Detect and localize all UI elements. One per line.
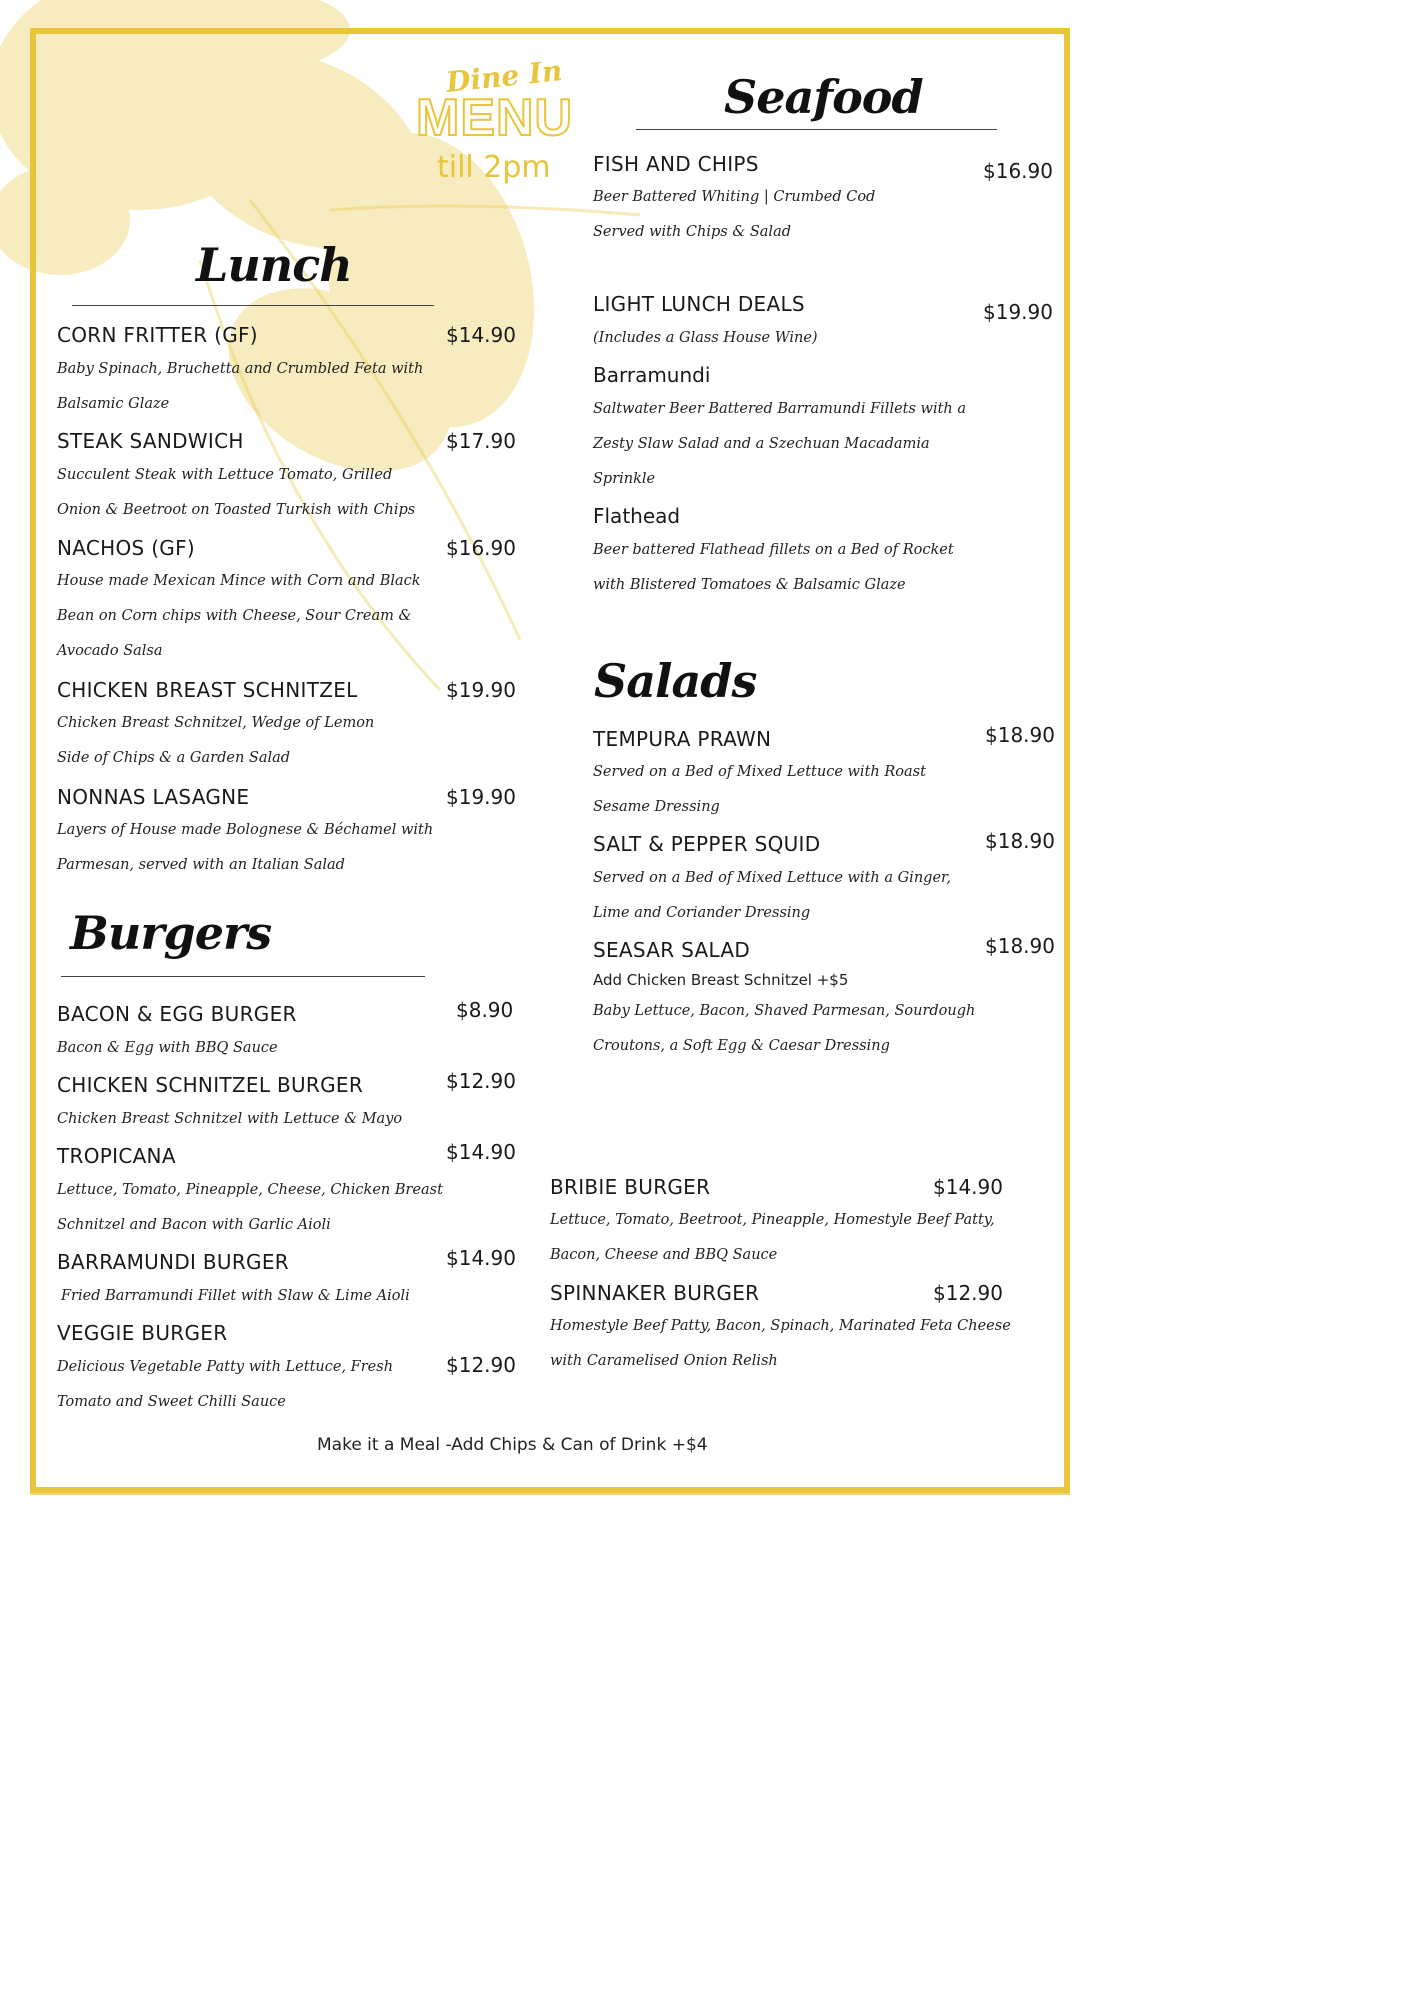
- menu-item-name: BACON & EGG BURGER: [57, 1002, 297, 1026]
- menu-item-price: $14.90: [446, 323, 516, 347]
- menu-item-desc: with Blistered Tomatoes & Balsamic Glaze: [593, 577, 906, 593]
- menu-item-price: $16.90: [446, 536, 516, 560]
- section-title-seafood: Seafood: [724, 70, 923, 124]
- section-divider: [72, 305, 434, 306]
- menu-item-name: TEMPURA PRAWN: [593, 727, 772, 751]
- menu-item-desc: Homestyle Beef Patty, Bacon, Spinach, Marinated Feta Cheese: [550, 1318, 1011, 1334]
- menu-item-name: CORN FRITTER (GF): [57, 323, 258, 347]
- menu-item-desc: Avocado Salsa: [57, 643, 163, 659]
- menu-item-desc: Parmesan, served with an Italian Salad: [57, 857, 345, 873]
- menu-item-desc: Bean on Corn chips with Cheese, Sour Cream &: [57, 608, 412, 624]
- section-title-burgers: Burgers: [70, 906, 272, 960]
- menu-item-desc: Lime and Coriander Dressing: [593, 905, 811, 921]
- menu-item-desc: Fried Barramundi Fillet with Slaw & Lime Aioli: [61, 1288, 410, 1304]
- menu-item-name: CHICKEN SCHNITZEL BURGER: [57, 1073, 364, 1097]
- menu-item-price: $14.90: [446, 1246, 516, 1270]
- menu-item-desc: Schnitzel and Bacon with Garlic Aioli: [57, 1217, 331, 1233]
- menu-item-name: NONNAS LASAGNE: [57, 785, 250, 809]
- menu-item-desc: Tomato and Sweet Chilli Sauce: [57, 1394, 286, 1410]
- section-divider: [61, 976, 425, 977]
- menu-item-price: $8.90: [456, 998, 514, 1022]
- menu-item-price: $14.90: [446, 1140, 516, 1164]
- meal-upgrade-note: Make it a Meal -Add Chips & Can of Drink +$4: [317, 1435, 708, 1455]
- menu-item-price: $12.90: [933, 1281, 1003, 1305]
- menu-item-name: SEASAR SALAD: [593, 938, 751, 962]
- dine-in-label: Dine In: [444, 54, 564, 99]
- menu-title: MENU: [416, 89, 574, 147]
- menu-item-price: $19.90: [446, 678, 516, 702]
- menu-item-name: BARRAMUNDI BURGER: [57, 1250, 289, 1274]
- menu-item-price: $18.90: [985, 934, 1055, 958]
- menu-item-name: TROPICANA: [57, 1144, 176, 1168]
- menu-item-name: FISH AND CHIPS: [593, 152, 759, 176]
- menu-item-desc: Succulent Steak with Lettuce Tomato, Grilled: [57, 467, 393, 483]
- menu-item-desc: Croutons, a Soft Egg & Caesar Dressing: [593, 1038, 890, 1054]
- menu-item-desc: Lettuce, Tomato, Pineapple, Cheese, Chicken Breast: [57, 1182, 443, 1198]
- menu-subitem-name: Barramundi: [593, 363, 711, 387]
- menu-item-name: BRIBIE BURGER: [550, 1175, 711, 1199]
- menu-item-price: $12.90: [446, 1353, 516, 1377]
- menu-item-desc: Baby Spinach, Bruchetta and Crumbled Feta with: [57, 361, 424, 377]
- menu-item-name: NACHOS (GF): [57, 536, 195, 560]
- menu-item-desc: Sprinkle: [593, 471, 656, 487]
- section-title-salads: Salads: [594, 654, 757, 708]
- menu-item-price: $19.90: [446, 785, 516, 809]
- menu-item-desc: with Caramelised Onion Relish: [550, 1353, 778, 1369]
- menu-item-desc: Layers of House made Bolognese & Béchamel with: [57, 822, 434, 838]
- menu-item-addon: Add Chicken Breast Schnitzel +$5: [593, 971, 849, 989]
- menu-item-price: $19.90: [983, 300, 1053, 324]
- menu-item-price: $16.90: [983, 159, 1053, 183]
- menu-item-desc: Delicious Vegetable Patty with Lettuce, Fresh: [57, 1359, 394, 1375]
- menu-subitem-name: Flathead: [593, 504, 681, 528]
- menu-item-price: $12.90: [446, 1069, 516, 1093]
- menu-item-price: $14.90: [933, 1175, 1003, 1199]
- menu-item-price: $18.90: [985, 723, 1055, 747]
- menu-item-desc: Zesty Slaw Salad and a Szechuan Macadamia: [593, 436, 930, 452]
- menu-item-desc: House made Mexican Mince with Corn and Black: [57, 573, 421, 589]
- menu-item-desc: Balsamic Glaze: [57, 396, 170, 412]
- menu-item-name: VEGGIE BURGER: [57, 1321, 228, 1345]
- menu-item-name: LIGHT LUNCH DEALS: [593, 292, 805, 316]
- menu-item-desc: Served with Chips & Salad: [593, 224, 791, 240]
- menu-item-desc: Side of Chips & a Garden Salad: [57, 750, 291, 766]
- menu-item-price: $18.90: [985, 829, 1055, 853]
- section-title-lunch: Lunch: [196, 238, 352, 292]
- menu-item-name: SALT & PEPPER SQUID: [593, 832, 821, 856]
- hours-label: till 2pm: [437, 150, 551, 185]
- menu-item-desc: Beer Battered Whiting | Crumbed Cod: [593, 189, 876, 205]
- menu-item-desc: Bacon & Egg with BBQ Sauce: [57, 1040, 278, 1056]
- menu-item-price: $17.90: [446, 429, 516, 453]
- menu-item-desc: Bacon, Cheese and BBQ Sauce: [550, 1247, 778, 1263]
- menu-item-desc: Served on a Bed of Mixed Lettuce with a Ginger,: [593, 870, 951, 886]
- menu-item-desc: Beer battered Flathead fillets on a Bed of Rocket: [593, 542, 954, 558]
- menu-item-note: (Includes a Glass House Wine): [593, 330, 818, 346]
- menu-item-desc: Sesame Dressing: [593, 799, 720, 815]
- menu-item-name: CHICKEN BREAST SCHNITZEL: [57, 678, 358, 702]
- menu-item-desc: Lettuce, Tomato, Beetroot, Pineapple, Homestyle Beef Patty,: [550, 1212, 995, 1228]
- menu-item-name: STEAK SANDWICH: [57, 429, 244, 453]
- menu-item-desc: Baby Lettuce, Bacon, Shaved Parmesan, Sourdough: [593, 1003, 976, 1019]
- menu-item-desc: Onion & Beetroot on Toasted Turkish with Chips: [57, 502, 416, 518]
- menu-item-desc: Chicken Breast Schnitzel with Lettuce & Mayo: [57, 1111, 403, 1127]
- menu-item-desc: Chicken Breast Schnitzel, Wedge of Lemon: [57, 715, 375, 731]
- menu-item-desc: Saltwater Beer Battered Barramundi Fillets with a: [593, 401, 967, 417]
- section-divider: [636, 129, 997, 130]
- menu-item-desc: Served on a Bed of Mixed Lettuce with Roast: [593, 764, 926, 780]
- menu-item-name: SPINNAKER BURGER: [550, 1281, 760, 1305]
